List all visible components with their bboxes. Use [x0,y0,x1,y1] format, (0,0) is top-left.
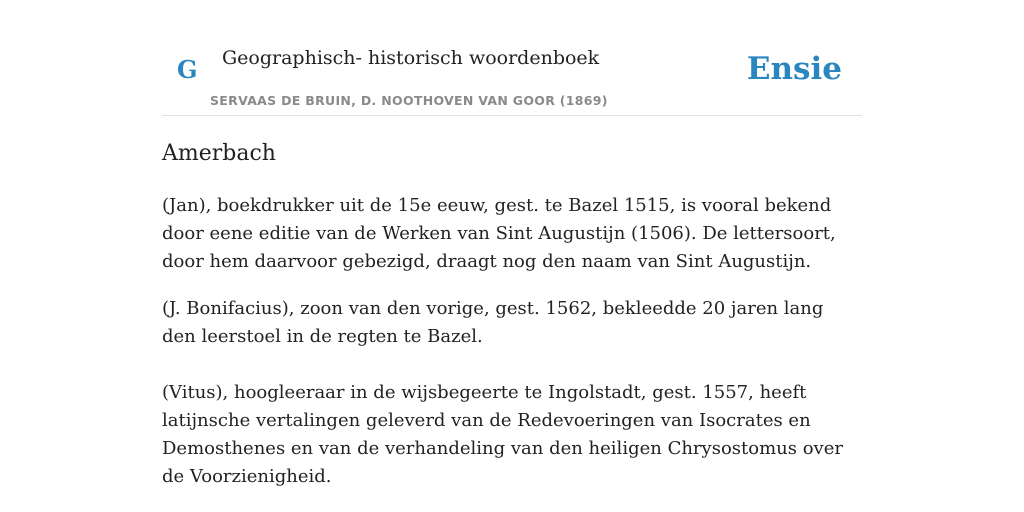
book-title[interactable]: Geographisch- historisch woordenboek [222,47,600,69]
book-letter-icon[interactable]: G [177,55,198,84]
entry-paragraph-bonifacius: (J. Bonifacius), zoon van den vorige, gest. 1562, bekleedde 20 jaren lang den leerstoel in de regten te Bazel. [162,298,824,347]
ensie-logo[interactable]: Ensie [746,51,842,87]
book-authors: SERVAAS DE BRUIN, D. NOOTHOVEN VAN GOOR (1869) [210,93,608,108]
entry-title: Amerbach [162,141,276,166]
page [162,0,862,512]
book-header [162,0,862,116]
entry-paragraph-jan: (Jan), boekdrukker uit de 15e eeuw, gest. te Bazel 1515, is vooral bekend door eene editie van de Werken van Sint Augustijn (1506). De lettersoort, door hem daarvoor gebezigd, draagt nog den naam van Sint Augustijn. [162,195,836,272]
entry-paragraph-vitus: (Vitus), hoogleeraar in de wijsbegeerte te Ingolstadt, gest. 1557, heeft latijnsche vertalingen geleverd van de Redevoeringen van Isocrates en Demosthenes en van de verhandeling van den heiligen Chrysostomus over de Voorzienigheid. [162,382,843,487]
